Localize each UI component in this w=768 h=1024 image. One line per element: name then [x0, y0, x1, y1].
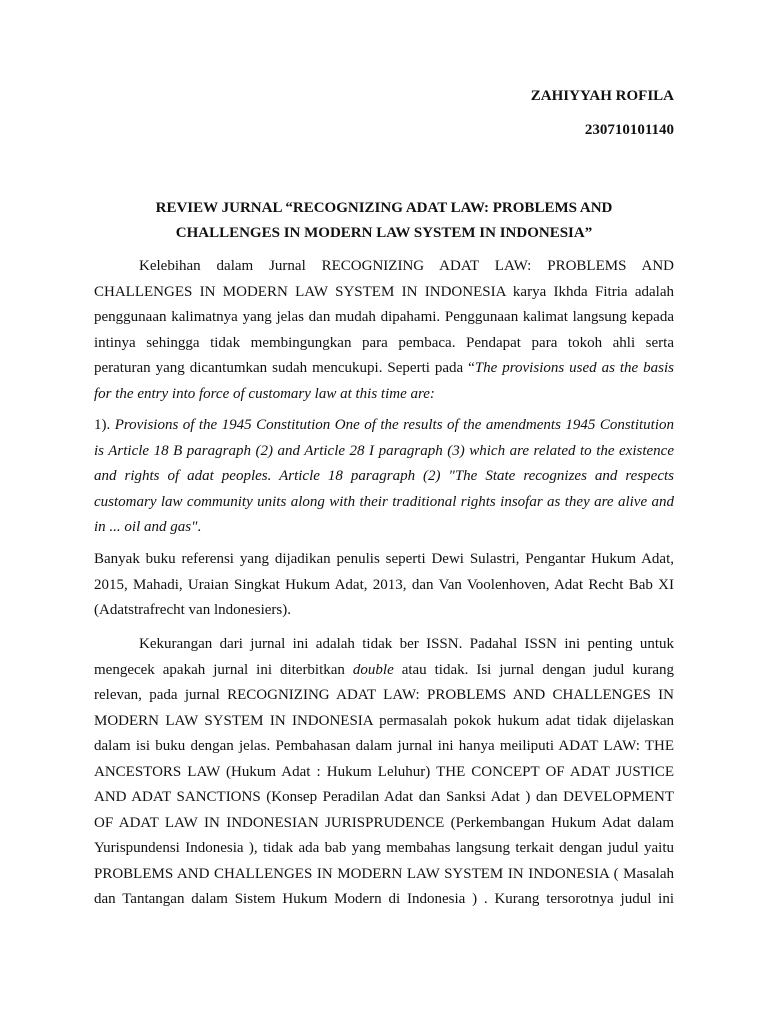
paragraph-strengths: [94, 254, 674, 407]
text-line: relevan, pada jurnal RECOGNIZING ADAT LAW: PROBLEMS AND CHALLENGES IN: [94, 687, 674, 703]
paragraph-weaknesses: [94, 632, 674, 913]
text-line: dalam isi buku dengan jelas. Pembahasan dalam jurnal ini hanya meiliputi ADAT LAW: THE: [94, 738, 674, 754]
quote-text: is Article 18 B paragraph (2) and Article 28 I paragraph (3) which are related to the existence: [94, 442, 674, 459]
title-line-1: REVIEW JURNAL “RECOGNIZING ADAT LAW: PROBLEMS AND: [155, 200, 613, 216]
title-line-2: CHALLENGES IN MODERN LAW SYSTEM IN INDONESIA”: [175, 225, 593, 241]
author-name: ZAHIYYAH ROFILA: [530, 88, 674, 104]
text-line: [94, 439, 674, 465]
quote-text: for the entry into force of customary law at this time are:: [94, 385, 435, 402]
text-line: CHALLENGES IN MODERN LAW SYSTEM IN INDONESIA karya Ikhda Fitria adalah: [94, 283, 674, 300]
text-line: OF ADAT LAW IN INDONESIAN JURISPRUDENCE (Perkembangan Hukum Adat dalam: [94, 814, 674, 831]
text-span: .: [197, 519, 202, 535]
text-span: peraturan yang dicantumkan sudah mencukupi. Seperti pada “: [94, 360, 475, 376]
text-span: atau tidak. Isi jurnal dengan judul kurang: [393, 661, 674, 678]
text-line: AND ADAT SANCTIONS (Konsep Peradilan Adat dan Sanksi Adat ) dan DEVELOPMENT: [94, 789, 674, 805]
text-line: [94, 658, 674, 684]
paragraph-references: [94, 547, 674, 624]
quote-text: The provisions used as the basis: [474, 360, 675, 376]
text-line: [94, 356, 674, 382]
text-line: (Adatstrafrecht van lndonesiers).: [94, 602, 292, 618]
text-line: 2015, Mahadi, Uraian Singkat Hukum Adat, 2013, dan Van Voolenhoven, Adat Recht Bab XI: [94, 576, 674, 593]
quote-text: in ... oil and gas": [94, 519, 198, 535]
text-line: MODERN LAW SYSTEM IN INDONESIA permasalah pokok hukum adat tidak dijelaskan: [94, 712, 674, 729]
text-line: [94, 490, 674, 516]
quote-text: and rights of adat peoples. Article 18 paragraph (2) "The State recognizes and respects: [94, 468, 674, 484]
text-line: dan Tantangan dalam Sistem Hukum Modern di Indonesia ) . Kurang tersorotnya judul ini: [94, 891, 674, 907]
list-number: 1).: [94, 417, 115, 433]
text-line: Kekurangan dari jurnal ini adalah tidak ber ISSN. Padahal ISSN ini penting untuk: [139, 636, 674, 652]
text-span: mengecek apakah jurnal ini diterbitkan: [94, 661, 353, 678]
quote-text: customary law community units along with their traditional rights insofar as they are alive and: [94, 493, 674, 510]
text-line: [94, 413, 674, 439]
text-line: Kelebihan dalam Jurnal RECOGNIZING ADAT LAW: PROBLEMS AND: [139, 258, 674, 274]
text-line: [94, 382, 674, 408]
text-line: PROBLEMS AND CHALLENGES IN MODERN LAW SYSTEM IN INDONESIA ( Masalah: [94, 865, 674, 882]
emphasis-text: double: [352, 661, 394, 678]
text-line: [94, 515, 674, 541]
student-id: 230710101140: [584, 122, 674, 138]
quote-text: Provisions of the 1945 Constitution One of the results of the amendments 1945 Constitution: [114, 417, 674, 433]
paragraph-provisions: [94, 413, 674, 541]
text-line: Banyak buku referensi yang dijadikan penulis seperti Dewi Sulastri, Pengantar Hukum Adat,: [94, 551, 674, 567]
text-line: [94, 464, 674, 490]
text-line: penggunaan kalimatnya yang jelas dan mudah dipahami. Penggunaan kalimat langsung kepada: [94, 309, 674, 325]
text-line: Yurispundensi Indonesia ), tidak ada bab yang membahas langsung terkait dengan judul yaitu: [94, 840, 674, 856]
text-line: intinya sehingga tidak membingungkan para pembaca. Pendapat para tokoh ahli serta: [94, 334, 674, 351]
text-line: ANCESTORS LAW (Hukum Adat : Hukum Leluhur) THE CONCEPT OF ADAT JUSTICE: [94, 763, 674, 780]
review-title: [94, 196, 674, 246]
